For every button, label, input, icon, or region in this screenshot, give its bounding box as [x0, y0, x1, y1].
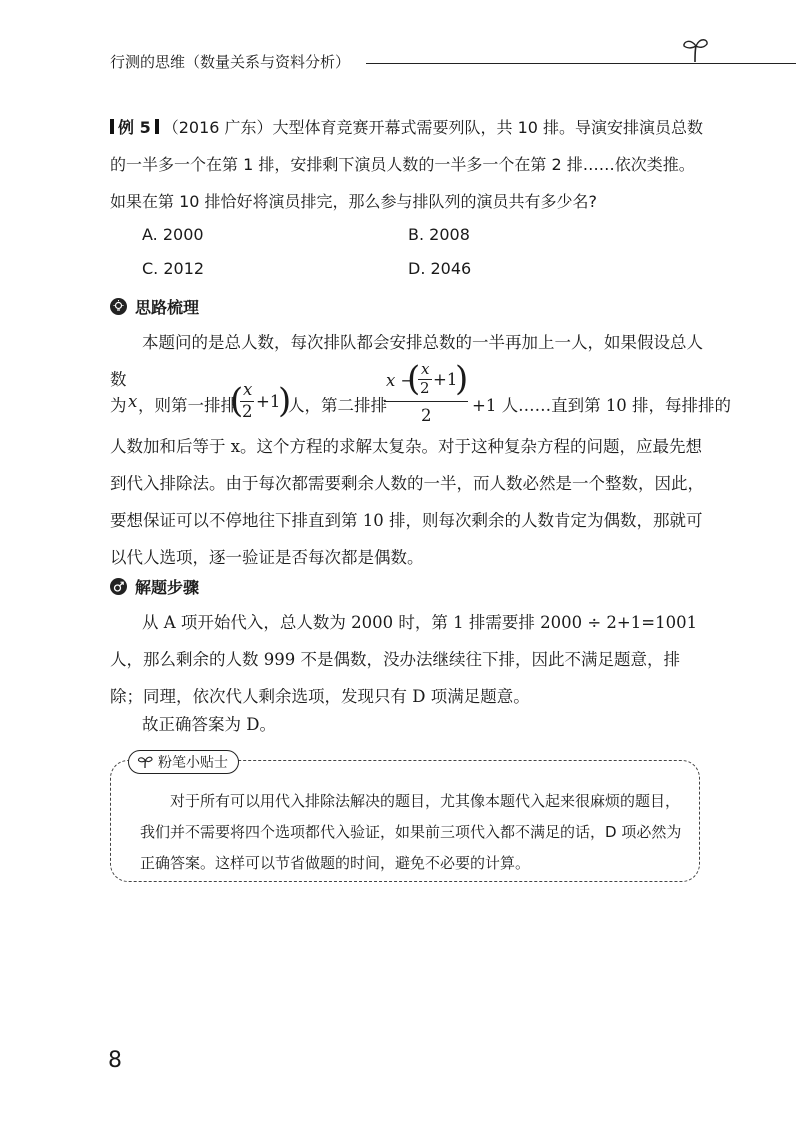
- bigfrac-inner-numerator: x: [421, 360, 430, 378]
- solution-paragraph: 从 A 项开始代入，总人数为 2000 时，第 1 排需要排 2000 ÷ 2+1=1001 人，那么剩余的人数 999 不是偶数，没办法继续往下排，因此不满足题意，排除；同理，依次代人剩余选项，发现只有 D 项满足题意。: [110, 613, 698, 706]
- frac1-denominator: 2: [242, 402, 253, 421]
- example-text: （2016 广东）大型体育竞赛开幕式需要列队，共 10 排。导演安排演员总数的一半多一个在第 1 排，安排剩下演员人数的一半多一个在第 2 排……依次类推。如果在第 10 排恰好将演员排完，那么参与排队列的演员共有多少名?: [110, 118, 704, 211]
- analysis-paragraph-2: 人数加和后等于 x。这个方程的求解太复杂。对于这种复杂方程的问题，应最先想到代入排除法。由于每次都需要剩余人数的一半，而人数必然是一个整数，因此，要想保证可以不停地往下排直到第 10 排，则每次剩余的人数肯定为偶数，那就可以代人选项，逐一验证是否每次都是偶数。: [110, 437, 704, 567]
- label-bar-right: [155, 119, 159, 134]
- tip-line-2: 我们并不需要将四个选项都代入验证，如果前三项代入都不满足的话，D 项必然为: [140, 823, 682, 841]
- paren-close-2: ): [455, 359, 469, 399]
- option-a: A. 2000: [142, 225, 204, 244]
- option-d: D. 2046: [408, 259, 472, 278]
- analysis-heading-text: 思路梳理: [135, 298, 200, 317]
- option-b: B. 2008: [408, 225, 470, 244]
- bigfrac-bar: [384, 401, 468, 402]
- formula-row2-label: 人，第二排排: [288, 396, 387, 415]
- sprout-icon: [680, 34, 710, 64]
- lightbulb-icon: [110, 298, 127, 315]
- steps-icon: [110, 578, 127, 595]
- formula-var-x: x: [128, 392, 138, 411]
- analysis-heading: [110, 295, 199, 318]
- solution-heading-text: 解题步骤: [135, 578, 200, 597]
- header-title: 行测的思维（数量关系与资料分析）: [110, 53, 351, 71]
- paren-open-2: (: [407, 359, 421, 399]
- sprout-small-icon: [137, 755, 153, 769]
- tip-tag: [128, 750, 239, 774]
- label-bar-left: [110, 119, 114, 134]
- paren-close-1: ): [278, 381, 292, 421]
- example-label: 例 5: [118, 118, 151, 137]
- bigfrac-x-minus: x −: [386, 371, 415, 390]
- tip-tag-text: 粉笔小贴士: [158, 755, 228, 771]
- tip-line-3: 正确答案。这样可以节省做题的时间，避免不必要的计算。: [140, 854, 531, 872]
- option-c: C. 2012: [142, 259, 205, 278]
- formula-tail: +1 人……直到第 10 排，每排排的: [472, 396, 732, 415]
- solution-answer: 故正确答案为 D。: [142, 715, 276, 734]
- paren-open-1: (: [230, 381, 244, 421]
- running-header: [110, 51, 710, 81]
- frac1-numerator: x: [243, 380, 253, 399]
- header-rule: [366, 63, 796, 64]
- formula-row1-label: ，则第一排排: [138, 396, 237, 415]
- analysis-paragraph-1: 本题问的是总人数，每次排队都会安排总数的一半再加上一人，如果假设总人数: [110, 333, 703, 389]
- tip-line-1: 对于所有可以用代入排除法解决的题目，尤其像本题代入起来很麻烦的题目，: [170, 792, 681, 810]
- frac1-plus-one: +1: [256, 392, 281, 411]
- bigfrac-denominator: 2: [421, 406, 432, 425]
- example-question: [110, 109, 710, 220]
- page-number: 8: [108, 1048, 122, 1073]
- solution-heading: [110, 575, 199, 598]
- bigfrac-inner-plus-one: +1: [433, 370, 458, 389]
- bigfrac-inner-denominator: 2: [420, 379, 430, 397]
- formula-wei: 为: [110, 396, 127, 415]
